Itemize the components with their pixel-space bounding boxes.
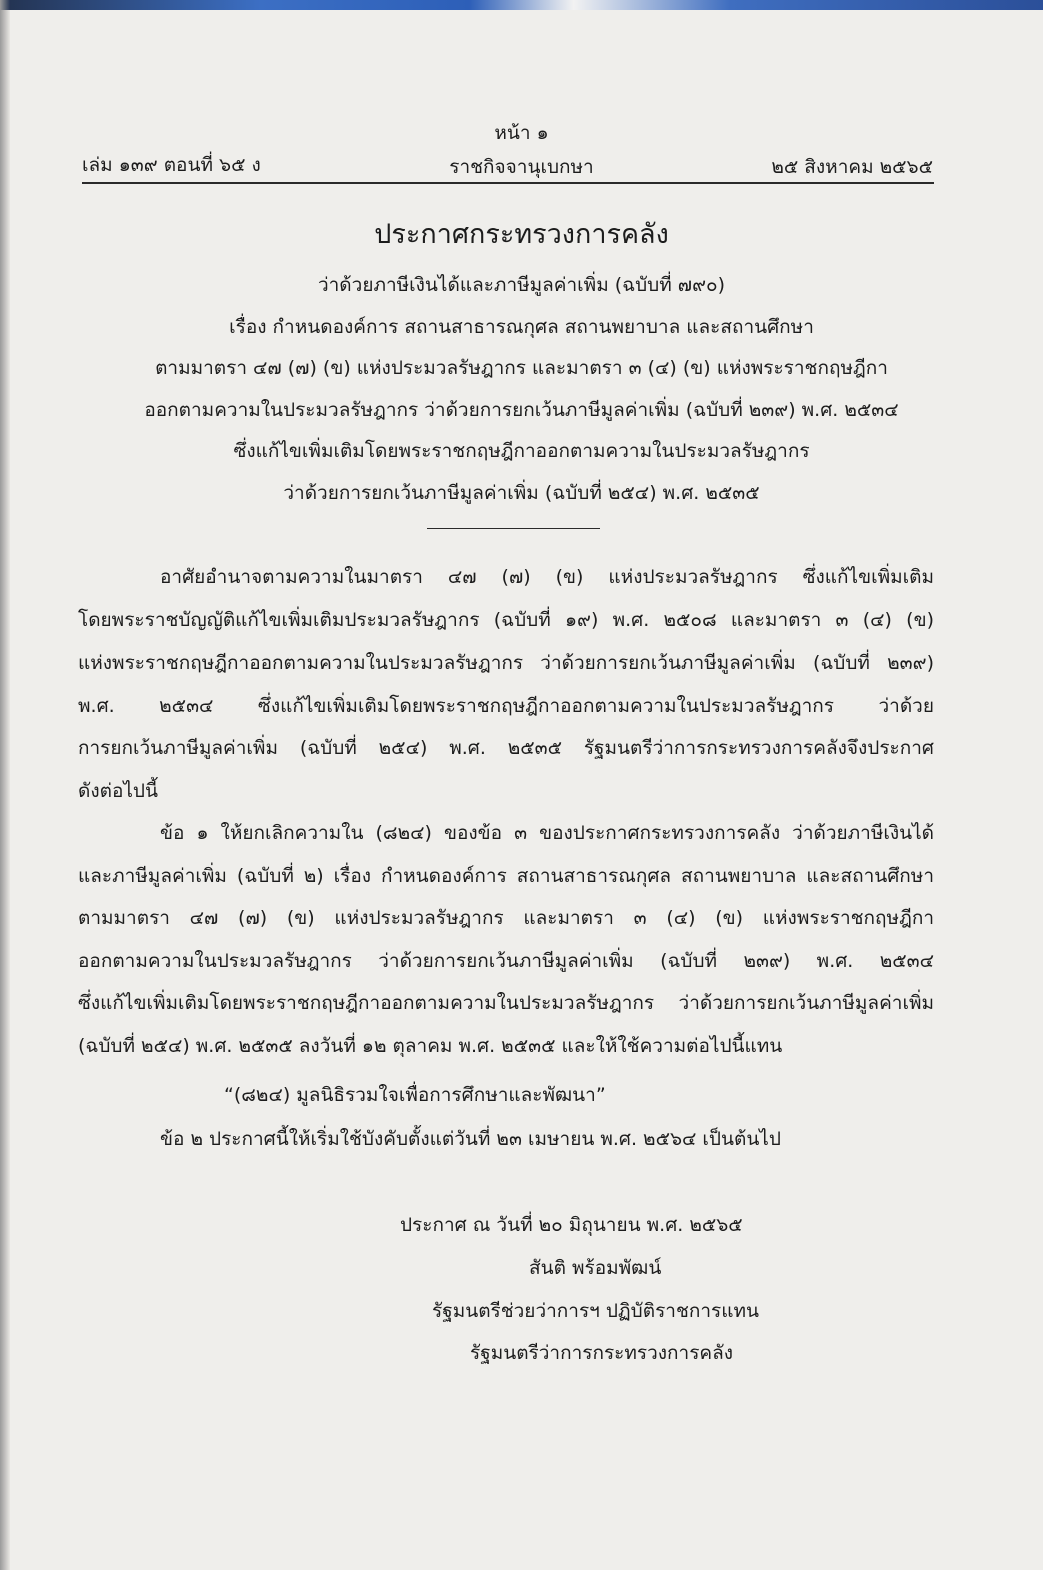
preamble-line-6: ดังต่อไปนี้ xyxy=(78,780,158,802)
clause1-line-2: และภาษีมูลค่าเพิ่ม (ฉบับที่ ๒) เรื่อง กำหนดองค์การ สถานสาธารณกุศล สถานพยาบาล และสถานศึกษา xyxy=(78,865,934,887)
signatory-name: สันติ พร้อมพัฒน์ xyxy=(529,1257,662,1279)
preamble-line-4: พ.ศ. ๒๕๓๔ ซึ่งแก้ไขเพิ่มเติมโดยพระราชกฤษฎีกาออกตามความในประมวลรัษฎากร ว่าด้วย xyxy=(78,695,934,717)
preamble-line-3: แห่งพระราชกฤษฎีกาออกตามความในประมวลรัษฎากร ว่าด้วยการยกเว้นภาษีมูลค่าเพิ่ม (ฉบับที่ ๒๓๙) xyxy=(78,652,934,674)
clause1-line-5: ซึ่งแก้ไขเพิ่มเติมโดยพระราชกฤษฎีกาออกตามความในประมวลรัษฎากร ว่าด้วยการยกเว้นภาษีมูลค่าเพิ่ม xyxy=(78,992,934,1014)
page-number: หน้า ๑ xyxy=(494,122,549,144)
top-edge-band xyxy=(0,0,1043,10)
title-line-1: ว่าด้วยภาษีเงินได้และภาษีมูลค่าเพิ่ม (ฉบับที่ ๗๙๐) xyxy=(317,274,726,296)
title-line-4: ออกตามความในประมวลรัษฎากร ว่าด้วยการยกเว้นภาษีมูลค่าเพิ่ม (ฉบับที่ ๒๓๙) พ.ศ. ๒๕๓๔ xyxy=(144,399,899,421)
title-line-5: ซึ่งแก้ไขเพิ่มเติมโดยพระราชกฤษฎีกาออกตามความในประมวลรัษฎากร xyxy=(233,440,810,462)
publication-name: ราชกิจจานุเบกษา xyxy=(449,156,594,178)
announcement-title: ประกาศกระทรวงการคลัง xyxy=(374,219,669,250)
signatory-position-2: รัฐมนตรีว่าการกระทรวงการคลัง xyxy=(470,1342,734,1364)
preamble-line-1: อาศัยอำนาจตามความในมาตรา ๔๗ (๗) (ข) แห่งประมวลรัษฎากร ซึ่งแก้ไขเพิ่มเติม xyxy=(160,566,934,588)
quoted-entry: “(๘๒๔) มูลนิธิรวมใจเพื่อการศึกษาและพัฒนา” xyxy=(224,1084,606,1106)
clause1-line-3: ตามมาตรา ๔๗ (๗) (ข) แห่งประมวลรัษฎากร และมาตรา ๓ (๔) (ข) แห่งพระราชกฤษฎีกา xyxy=(78,907,934,929)
header-rule xyxy=(82,182,934,184)
clause1-line-6: (ฉบับที่ ๒๕๔) พ.ศ. ๒๕๓๕ ลงวันที่ ๑๒ ตุลาคม พ.ศ. ๒๕๓๕ และให้ใช้ความต่อไปนี้แทน xyxy=(78,1035,783,1057)
signature-date: ประกาศ ณ วันที่ ๒๐ มิถุนายน พ.ศ. ๒๕๖๕ xyxy=(400,1214,743,1236)
preamble-line-5: การยกเว้นภาษีมูลค่าเพิ่ม (ฉบับที่ ๒๕๔) พ.ศ. ๒๕๓๕ รัฐมนตรีว่าการกระทรวงการคลังจึงประกาศ xyxy=(78,737,934,759)
preamble-line-2: โดยพระราชบัญญัติแก้ไขเพิ่มเติมประมวลรัษฎากร (ฉบับที่ ๑๙) พ.ศ. ๒๕๐๘ และมาตรา ๓ (๔) (ข) xyxy=(78,609,934,631)
volume-issue: เล่ม ๑๓๙ ตอนที่ ๖๕ ง xyxy=(82,154,261,176)
title-line-6: ว่าด้วยการยกเว้นภาษีมูลค่าเพิ่ม (ฉบับที่ ๒๕๔) พ.ศ. ๒๕๓๕ xyxy=(283,482,760,504)
clause1-line-4: ออกตามความในประมวลรัษฎากร ว่าด้วยการยกเว้นภาษีมูลค่าเพิ่ม (ฉบับที่ ๒๓๙) พ.ศ. ๒๕๓๔ xyxy=(78,950,934,972)
title-divider xyxy=(427,528,600,529)
publication-date: ๒๕ สิงหาคม ๒๕๖๕ xyxy=(771,156,933,178)
clause2: ข้อ ๒ ประกาศนี้ให้เริ่มใช้บังคับตั้งแต่วันที่ ๒๓ เมษายน พ.ศ. ๒๕๖๔ เป็นต้นไป xyxy=(160,1128,781,1150)
signatory-position-1: รัฐมนตรีช่วยว่าการฯ ปฏิบัติราชการแทน xyxy=(432,1300,759,1322)
title-line-3: ตามมาตรา ๔๗ (๗) (ข) แห่งประมวลรัษฎากร และมาตรา ๓ (๔) (ข) แห่งพระราชกฤษฎีกา xyxy=(155,357,888,379)
clause1-line-1: ข้อ ๑ ให้ยกเลิกความใน (๘๒๔) ของข้อ ๓ ของประกาศกระทรวงการคลัง ว่าด้วยภาษีเงินได้ xyxy=(160,822,934,844)
title-line-2: เรื่อง กำหนดองค์การ สถานสาธารณกุศล สถานพยาบาล และสถานศึกษา xyxy=(229,316,814,338)
